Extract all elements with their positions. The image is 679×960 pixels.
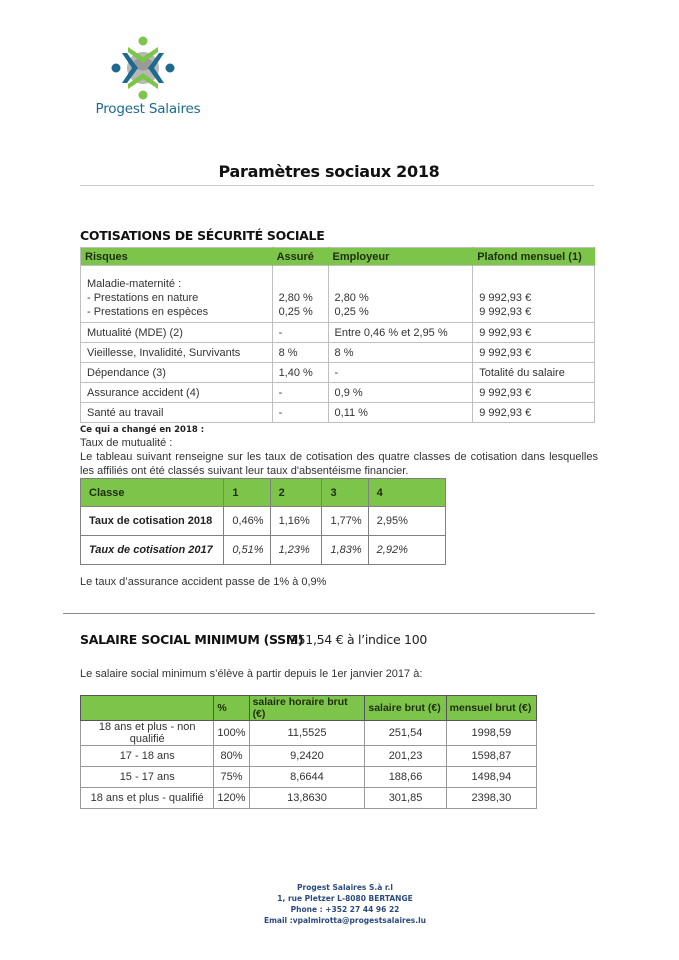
cell: 0,51% bbox=[224, 536, 270, 565]
logo-text: Progest Salaires bbox=[95, 101, 201, 117]
col-header-1: 1 bbox=[224, 479, 270, 507]
cell-assure: - bbox=[272, 403, 328, 423]
table-row bbox=[81, 721, 537, 746]
table-row bbox=[81, 507, 446, 536]
cell: 188,66 bbox=[365, 767, 446, 788]
cell-line: 9 992,93 € bbox=[479, 306, 532, 318]
footer-company: Progest Salaires S.à r.l bbox=[297, 883, 393, 892]
table-row bbox=[81, 746, 537, 767]
accident-note: Le taux d’assurance accident passe de 1% à 0,9% bbox=[80, 576, 327, 588]
cell: 301,85 bbox=[365, 788, 446, 809]
cell-employeur: 8 % bbox=[328, 343, 473, 363]
cell: 13,8630 bbox=[249, 788, 365, 809]
footer-address: 1, rue Pletzer L-8080 BERTANGE bbox=[277, 894, 413, 903]
table-header-row bbox=[81, 696, 537, 721]
changes-subheading: Taux de mutualité : bbox=[80, 437, 173, 449]
col-header-assure: Assuré bbox=[272, 248, 328, 266]
cell: 11,5525 bbox=[249, 721, 365, 746]
cell: 1998,59 bbox=[446, 721, 536, 746]
ssm-table bbox=[80, 695, 537, 809]
row-label: Taux de cotisation 2018 bbox=[81, 507, 224, 536]
section-divider bbox=[63, 613, 595, 614]
col-header-brut: salaire brut (€) bbox=[365, 696, 446, 721]
cell: 9,2420 bbox=[249, 746, 365, 767]
cell-risque: Vieillesse, Invalidité, Survivants bbox=[81, 343, 273, 363]
cell-plafond bbox=[473, 266, 595, 323]
cell-risque: Assurance accident (4) bbox=[81, 383, 273, 403]
table-row bbox=[81, 788, 537, 809]
table-row bbox=[81, 266, 595, 323]
cell-assure bbox=[272, 266, 328, 323]
table-row bbox=[81, 536, 446, 565]
table-row bbox=[81, 767, 537, 788]
cell: 120% bbox=[214, 788, 249, 809]
col-header-classe: Classe bbox=[81, 479, 224, 507]
cell-assure: - bbox=[272, 383, 328, 403]
cell: 1498,94 bbox=[446, 767, 536, 788]
cell: 1598,87 bbox=[446, 746, 536, 767]
changes-heading: Ce qui a changé en 2018 : bbox=[80, 425, 205, 435]
cell-employeur bbox=[328, 266, 473, 323]
col-header-4: 4 bbox=[368, 479, 445, 507]
footer-phone: Phone : +352 27 44 96 22 bbox=[290, 905, 400, 914]
col-header-3: 3 bbox=[322, 479, 368, 507]
cell-employeur: 0,9 % bbox=[328, 383, 473, 403]
cell: 80% bbox=[214, 746, 249, 767]
cell-employeur: Entre 0,46 % et 2,95 % bbox=[328, 323, 473, 343]
cell: 1,16% bbox=[270, 507, 322, 536]
cell: 2,92% bbox=[368, 536, 445, 565]
cell: 1,23% bbox=[270, 536, 322, 565]
cell-line: 0,25 % bbox=[334, 306, 369, 318]
col-header-plafond: Plafond mensuel (1) bbox=[473, 248, 595, 266]
ssm-value: 251,54 € à l’indice 100 bbox=[290, 632, 428, 647]
col-header-category bbox=[81, 696, 214, 721]
footer-email[interactable]: Email :vpalmirotta@progestsalaires.lu bbox=[263, 916, 427, 925]
col-header-employeur: Employeur bbox=[328, 248, 473, 266]
col-header-percent: % bbox=[214, 696, 249, 721]
cell-plafond: Totalité du salaire bbox=[473, 363, 595, 383]
title-divider bbox=[80, 185, 594, 186]
cell-risque: Santé au travail bbox=[81, 403, 273, 423]
cell: 75% bbox=[214, 767, 249, 788]
cell-employeur: 0,11 % bbox=[328, 403, 473, 423]
cell-line: - Prestations en espèces bbox=[87, 306, 209, 318]
cell: 15 - 17 ans bbox=[81, 767, 214, 788]
cell: 2,95% bbox=[368, 507, 445, 536]
cell-assure: - bbox=[272, 323, 328, 343]
section-heading-ssm: SALAIRE SOCIAL MINIMUM (SSM) bbox=[80, 632, 304, 647]
footer bbox=[250, 882, 440, 926]
cell: 18 ans et plus - qualifié bbox=[81, 788, 214, 809]
cell: 17 - 18 ans bbox=[81, 746, 214, 767]
cell-line: 9 992,93 € bbox=[479, 292, 532, 304]
cell-risque: Dépendance (3) bbox=[81, 363, 273, 383]
cell-line: 0,25 % bbox=[278, 306, 313, 318]
section-heading-securite-sociale: COTISATIONS DE SÉCURITÉ SOCIALE bbox=[80, 228, 325, 243]
cell: 8,6644 bbox=[249, 767, 365, 788]
cell-plafond: 9 992,93 € bbox=[473, 323, 595, 343]
cell-risque bbox=[81, 266, 273, 323]
col-header-mensuel: mensuel brut (€) bbox=[446, 696, 536, 721]
cell-line: Maladie-maternité : bbox=[87, 278, 182, 290]
col-header-horaire: salaire horaire brut (€) bbox=[249, 696, 365, 721]
people-circle-logo-icon bbox=[110, 35, 176, 101]
col-header-2: 2 bbox=[270, 479, 322, 507]
table-row bbox=[81, 323, 595, 343]
table-row bbox=[81, 363, 595, 383]
cell: 100% bbox=[214, 721, 249, 746]
cell: 2398,30 bbox=[446, 788, 536, 809]
cell: 251,54 bbox=[365, 721, 446, 746]
cell-line: - Prestations en nature bbox=[87, 292, 199, 304]
row-label: Taux de cotisation 2017 bbox=[81, 536, 224, 565]
table-header-row bbox=[81, 479, 446, 507]
cell-plafond: 9 992,93 € bbox=[473, 383, 595, 403]
cell: 0,46% bbox=[224, 507, 270, 536]
cell-assure: 8 % bbox=[272, 343, 328, 363]
cell-line: 2,80 % bbox=[334, 292, 369, 304]
cell: 1,83% bbox=[322, 536, 368, 565]
table-row bbox=[81, 343, 595, 363]
cell: 201,23 bbox=[365, 746, 446, 767]
table-header-row bbox=[81, 248, 595, 266]
table-row bbox=[81, 403, 595, 423]
company-logo bbox=[88, 35, 208, 120]
cell-plafond: 9 992,93 € bbox=[473, 343, 595, 363]
cell-line: 2,80 % bbox=[278, 292, 313, 304]
changes-paragraph: Le tableau suivant renseigne sur les taux de cotisation des quatre classes de cotisation dans lesquelles les affiliés ont été classés suivant leur taux d'absentéisme financier. bbox=[80, 451, 598, 477]
cell: 18 ans et plus - non qualifié bbox=[81, 721, 214, 746]
cell-plafond: 9 992,93 € bbox=[473, 403, 595, 423]
cell-risque: Mutualité (MDE) (2) bbox=[81, 323, 273, 343]
ssm-intro: Le salaire social minimum s’élève à partir depuis le 1er janvier 2017 à: bbox=[80, 668, 423, 680]
cell: 1,77% bbox=[322, 507, 368, 536]
securite-sociale-table bbox=[80, 247, 595, 423]
table-row bbox=[81, 383, 595, 403]
mutualite-table bbox=[80, 478, 446, 565]
page-title: Paramètres sociaux 2018 bbox=[218, 162, 440, 181]
cell-assure: 1,40 % bbox=[272, 363, 328, 383]
col-header-risques: Risques bbox=[81, 248, 273, 266]
cell-employeur: - bbox=[328, 363, 473, 383]
